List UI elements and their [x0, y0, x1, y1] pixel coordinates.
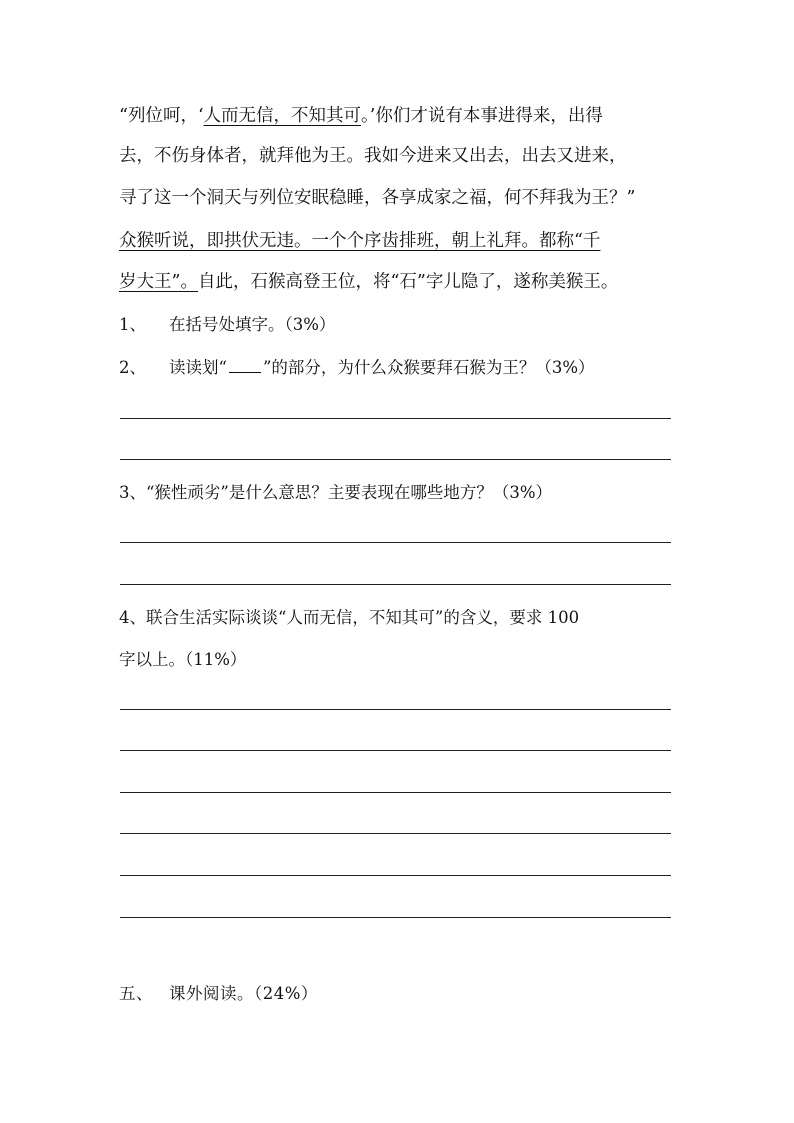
answer-line[interactable]	[120, 750, 671, 751]
passage-line-3: 寻了这一个洞天与列位安眠稳睡，各享成家之福，何不拜我为王？”	[119, 188, 636, 208]
answer-line[interactable]	[120, 917, 671, 918]
question-4-line-1: 4、联合生活实际谈谈“人而无信，不知其可”的含义，要求 100	[119, 608, 580, 627]
question-1: 1、 在括号处填字。（3%）	[119, 315, 336, 334]
passage-line-4: 众猴听说，即拱伏无违。一个个序齿排班，朝上礼拜。都称“千	[119, 231, 601, 251]
question-3: 3、“猴性顽劣”是什么意思？主要表现在哪些地方？（3%）	[119, 483, 553, 502]
passage-line-5: 岁大王”。自此，石猴高登王位，将“石”字儿隐了，遂称美猴王。	[119, 272, 619, 292]
question-2: 2、 读读划“ ”的部分，为什么众猴要拜石猴为王？（3%）	[119, 358, 595, 377]
passage-line-2: 去，不伤身体者，就拜他为王。我如今进来又出去，出去又进来，	[119, 146, 627, 166]
underlined-quote: 人而无信，不知其可	[203, 106, 362, 126]
section-5-heading: 五、 课外阅读。（24%）	[119, 984, 318, 1003]
passage-line-1: “列位呵，‘人而无信，不知其可。’你们才说有本事进得来，出得	[119, 106, 603, 126]
answer-line[interactable]	[120, 709, 671, 710]
answer-line[interactable]	[120, 459, 671, 460]
answer-line[interactable]	[120, 792, 671, 793]
answer-line[interactable]	[120, 833, 671, 834]
answer-line[interactable]	[120, 418, 671, 419]
answer-line[interactable]	[120, 875, 671, 876]
blank-underline	[229, 356, 261, 373]
answer-line[interactable]	[120, 584, 671, 585]
question-4-line-2: 字以上。（11%）	[119, 650, 247, 669]
answer-line[interactable]	[120, 542, 671, 543]
